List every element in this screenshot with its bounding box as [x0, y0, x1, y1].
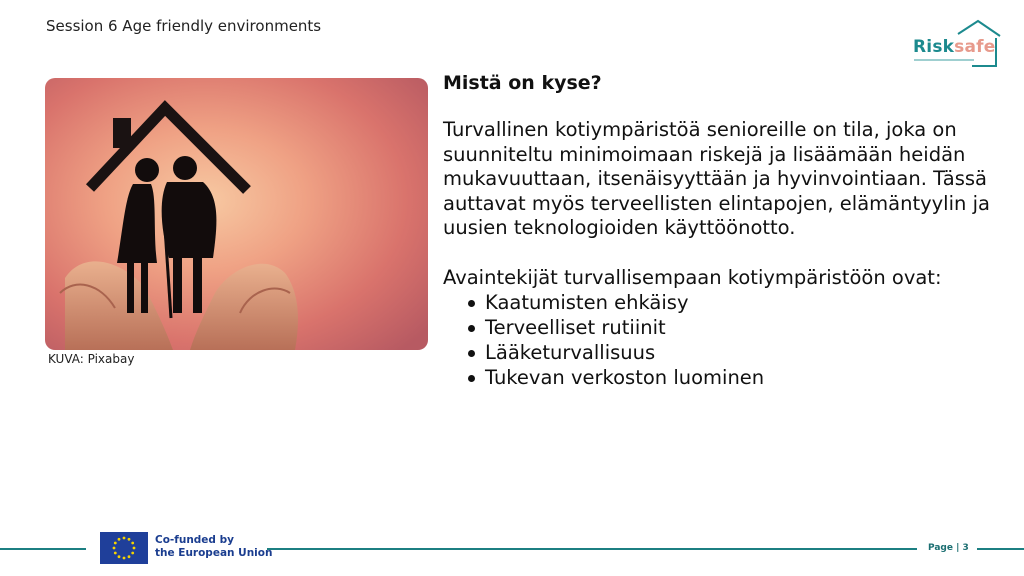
content-heading: Mistä on kyse? — [443, 72, 602, 94]
content-paragraph: Turvallinen kotiympäristöä senioreille on tila, joka on suunniteltu minimoimaan riskejä ja lisäämään heidän mukavuuttaan, itsenäisyyttään ja hyvinvointiaan. Tässä auttavat myös terveellisten elintapojen, elämäntyylin ja uusien teknologioiden käyttöönotto. — [443, 118, 990, 239]
session-title: Session 6 Age friendly environments — [46, 17, 322, 35]
logo-safe-text: safe — [954, 37, 996, 57]
seniors-home-photo — [45, 78, 428, 350]
key-factors-list — [443, 290, 1003, 390]
eu-flag-icon — [100, 532, 148, 564]
footer-divider-left — [0, 548, 86, 550]
list-item: Tukevan verkoston luominen — [443, 365, 1003, 390]
list-item: Terveelliset rutiinit — [443, 315, 1003, 340]
footer-divider-right — [977, 548, 1024, 550]
image-caption: KUVA: Pixabay — [48, 352, 135, 366]
logo-tagline — [914, 59, 974, 61]
eu-text-line1: Co-funded by — [155, 534, 234, 546]
list-item: Kaatumisten ehkäisy — [443, 290, 1003, 315]
page-number: Page | 3 — [928, 543, 969, 553]
logo-risk-text: Risk — [913, 37, 955, 57]
eu-funding-text — [155, 534, 272, 560]
risksafe-logo — [910, 18, 1006, 70]
eu-text-line2: the European Union — [155, 547, 273, 559]
footer-divider-middle — [267, 548, 917, 550]
list-item: Lääketurvallisuus — [443, 340, 1003, 365]
main-content — [443, 70, 1003, 390]
list-intro: Avaintekijät turvallisempaan kotiympäristöön ovat: — [443, 265, 942, 289]
